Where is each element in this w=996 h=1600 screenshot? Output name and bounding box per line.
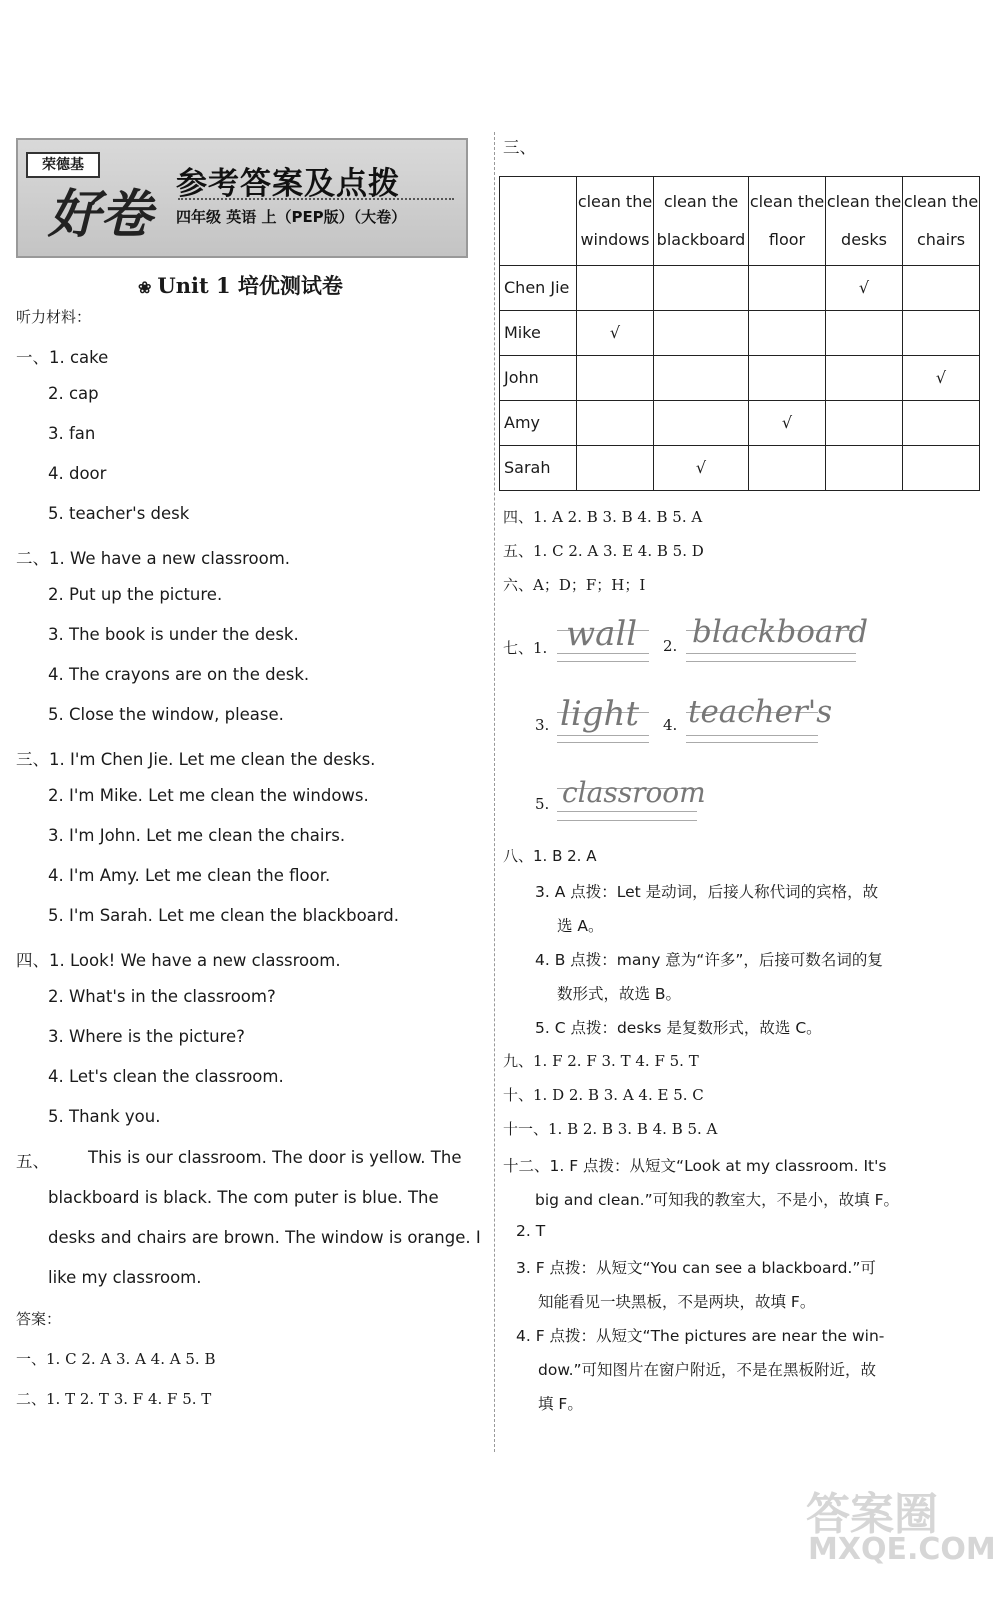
word-number: 2. — [663, 637, 678, 655]
writing-baseline — [557, 742, 649, 743]
list-item: 3. fan — [48, 424, 96, 443]
row-name: Mike — [500, 311, 577, 356]
table-row — [500, 311, 980, 356]
list-item: 5. Thank you. — [48, 1107, 161, 1126]
explanation-line: 3. A 点拨：Let 是动词，后接人称代词的宾格，故 — [535, 883, 879, 901]
list-item: 3. The book is under the desk. — [48, 625, 299, 644]
answer-row: 六、A；D；F；H；I — [503, 576, 646, 594]
table-header: clean the floor — [749, 177, 826, 266]
unit-title — [138, 270, 343, 300]
list-item: 2. Put up the picture. — [48, 585, 223, 604]
table-cell — [826, 401, 903, 446]
list-item: 5. I'm Sarah. Let me clean the blackboard. — [48, 906, 400, 925]
table-cell — [903, 311, 980, 356]
list-item: 四、1. Look! We have a new classroom. — [16, 951, 341, 970]
passage-line: like my classroom. — [48, 1268, 202, 1287]
list-item: 4. Let's clean the classroom. — [48, 1067, 284, 1086]
page-title: 参考答案及点拨 — [176, 166, 400, 202]
table-cell: √ — [903, 356, 980, 401]
row-name: Chen Jie — [500, 266, 577, 311]
table-header: clean the blackboard — [654, 177, 749, 266]
writing-baseline — [557, 820, 697, 821]
table-cell — [577, 401, 654, 446]
table-cell — [749, 446, 826, 491]
word-number: 4. — [663, 716, 678, 734]
list-item: 2. cap — [48, 384, 99, 403]
passage-line: This is our classroom. The door is yellow. The — [88, 1148, 462, 1167]
table-cell — [654, 356, 749, 401]
row-name: John — [500, 356, 577, 401]
handwritten-word: classroom — [562, 776, 706, 809]
list-item: 2. What's in the classroom? — [48, 987, 276, 1006]
table-cell — [903, 401, 980, 446]
answer-row: 一、1. C 2. A 3. A 4. A 5. B — [16, 1350, 216, 1368]
writing-baseline — [557, 661, 649, 662]
passage-line: blackboard is black. The com puter is blue. The — [48, 1188, 439, 1207]
table-cell: √ — [577, 311, 654, 356]
explanation-line: 填 F。 — [538, 1395, 583, 1413]
table-row — [500, 356, 980, 401]
writing-baseline — [686, 661, 856, 662]
table-cell — [903, 266, 980, 311]
table-cell — [654, 311, 749, 356]
explanation-line: 数形式，故选 B。 — [557, 985, 682, 1003]
table-cell — [654, 401, 749, 446]
row-name: Sarah — [500, 446, 577, 491]
table-cell — [826, 356, 903, 401]
explanation-line: 4. B 点拨：many 意为“许多”，后接可数名词的复 — [535, 951, 883, 969]
list-item: 三、1. I'm Chen Jie. Let me clean the desks. — [16, 750, 376, 769]
list-item: 3. Where is the picture? — [48, 1027, 245, 1046]
title-divider — [178, 198, 454, 200]
list-item: 5. teacher's desk — [48, 504, 190, 523]
section-label: 三、 — [503, 138, 536, 157]
explanation-line: 2. T — [516, 1222, 546, 1240]
handwritten-word: teacher's — [688, 694, 833, 730]
answer-row: 二、1. T 2. T 3. F 4. F 5. T — [16, 1390, 212, 1408]
explanation-line: 十二、1. F 点拨：从短文“Look at my classroom. It's — [503, 1157, 887, 1175]
table-cell: √ — [826, 266, 903, 311]
table-row — [500, 446, 980, 491]
brand-label: 荣德基 — [26, 152, 100, 178]
table-cell — [749, 311, 826, 356]
explanation-line: 选 A。 — [557, 917, 604, 935]
table-cell — [577, 356, 654, 401]
table-cell — [577, 446, 654, 491]
section-label: 五、 — [16, 1152, 49, 1171]
answer-row: 五、1. C 2. A 3. E 4. B 5. D — [503, 542, 704, 560]
explanation-line: 4. F 点拨：从短文“The pictures are near the win- — [516, 1327, 885, 1345]
explanation-line: dow.”可知图片在窗户附近，不是在黑板附近，故 — [538, 1361, 877, 1379]
table-corner — [500, 177, 577, 266]
watermark-logo: 答案圈 — [806, 1489, 938, 1540]
list-item: 二、1. We have a new classroom. — [16, 549, 291, 568]
table-cell — [577, 266, 654, 311]
column-divider — [494, 132, 495, 1452]
explanation-line: 5. C 点拨：desks 是复数形式，故选 C。 — [535, 1019, 822, 1037]
row-name: Amy — [500, 401, 577, 446]
explanation-line: big and clean.”可知我的教室大，不是小，故填 F。 — [535, 1191, 899, 1209]
table-cell — [826, 446, 903, 491]
answer-row: 九、1. F 2. F 3. T 4. F 5. T — [503, 1052, 699, 1070]
handwritten-word: blackboard — [692, 614, 869, 650]
answers-heading: 答案： — [16, 1310, 62, 1328]
table-cell — [903, 446, 980, 491]
unit-title-text: Unit 1 培优测试卷 — [157, 273, 343, 298]
table-row — [500, 266, 980, 311]
cleaning-table — [499, 176, 980, 491]
list-item: 4. I'm Amy. Let me clean the floor. — [48, 866, 331, 885]
list-item: 4. The crayons are on the desk. — [48, 665, 310, 684]
logo: 好卷 — [48, 184, 153, 245]
writing-baseline — [686, 742, 818, 743]
list-item: 2. I'm Mike. Let me clean the windows. — [48, 786, 369, 805]
list-item: 5. Close the window, please. — [48, 705, 284, 724]
header-banner — [16, 138, 468, 258]
table-cell: √ — [654, 446, 749, 491]
table-cell — [749, 266, 826, 311]
table-row — [500, 401, 980, 446]
table-cell — [826, 311, 903, 356]
handwritten-word: wall — [566, 614, 638, 654]
table-cell — [749, 356, 826, 401]
table-cell: √ — [749, 401, 826, 446]
answer-row: 四、1. A 2. B 3. B 4. B 5. A — [503, 508, 703, 526]
watermark-url: MXQE.COM — [808, 1532, 996, 1567]
list-item: 3. I'm John. Let me clean the chairs. — [48, 826, 346, 845]
explanation-line: 3. F 点拨：从短文“You can see a blackboard.”可 — [516, 1259, 876, 1277]
table-header: clean the chairs — [903, 177, 980, 266]
answer-row: 十一、1. B 2. B 3. B 4. B 5. A — [503, 1120, 718, 1138]
list-item: 一、1. cake — [16, 348, 109, 367]
explanation-line: 知能看见一块黑板，不是两块，故填 F。 — [538, 1293, 816, 1311]
answer-row: 十、1. D 2. B 3. A 4. E 5. C — [503, 1086, 704, 1104]
section-label: 七、1. — [503, 639, 548, 657]
passage-line: desks and chairs are brown. The window is orange. I — [48, 1228, 481, 1247]
word-number: 3. — [535, 716, 550, 734]
listening-heading: 听力材料： — [16, 308, 92, 326]
table-header: clean the desks — [826, 177, 903, 266]
table-header: clean the windows — [577, 177, 654, 266]
table-cell — [654, 266, 749, 311]
answer-row: 八、1. B 2. A — [503, 847, 597, 865]
handwritten-word: light — [560, 694, 640, 734]
page-subtitle: 四年级 英语 上（PEP版）（大卷） — [176, 208, 407, 226]
word-number: 5. — [535, 795, 550, 813]
paw-icon: ❀ — [138, 278, 152, 297]
list-item: 4. door — [48, 464, 107, 483]
